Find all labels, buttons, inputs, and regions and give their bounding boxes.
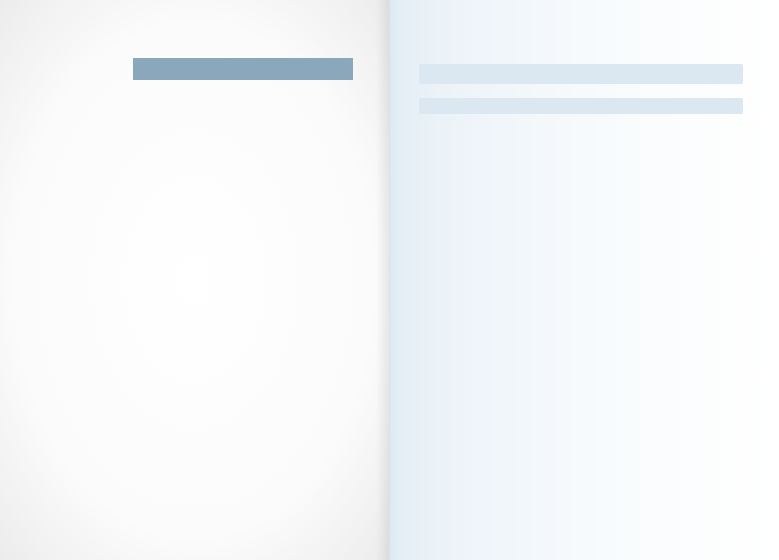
section-title [133,58,353,80]
right-page [389,0,779,560]
left-page [0,0,389,560]
callout-box [419,64,743,84]
proverb-box [419,98,743,114]
